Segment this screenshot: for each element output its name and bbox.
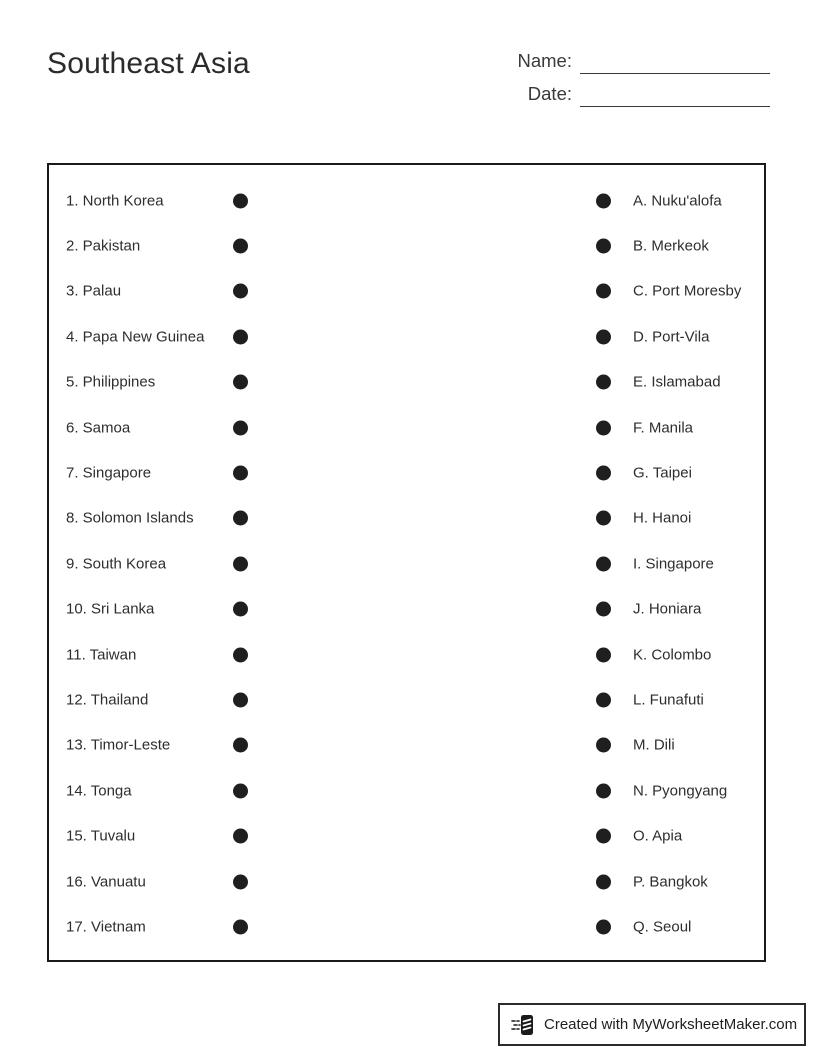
- name-label: Name:: [517, 50, 572, 71]
- right-item-label: H. Hanoi: [633, 509, 692, 527]
- left-item-label: 15. Tuvalu: [66, 827, 136, 845]
- left-item-label: 13. Timor-Leste: [66, 736, 171, 754]
- left-item-label: 10. Sri Lanka: [66, 600, 155, 618]
- match-dot-left[interactable]: [233, 284, 248, 299]
- match-dot-left[interactable]: [233, 375, 248, 390]
- match-dot-right[interactable]: [596, 193, 611, 208]
- right-item-label: M. Dili: [633, 736, 675, 754]
- right-item-label: D. Port-Vila: [633, 328, 710, 346]
- match-row: [49, 904, 764, 949]
- match-dot-left[interactable]: [233, 193, 248, 208]
- match-row: [49, 632, 764, 677]
- match-dot-left[interactable]: [233, 239, 248, 254]
- right-item-label: J. Honiara: [633, 600, 702, 618]
- left-item-label: 4. Papa New Guinea: [66, 328, 205, 346]
- match-row: [49, 813, 764, 858]
- left-item-label: 14. Tonga: [66, 782, 132, 800]
- match-row: [49, 859, 764, 904]
- match-dot-left[interactable]: [233, 647, 248, 662]
- credit-text: Created with MyWorksheetMaker.com: [544, 1016, 798, 1033]
- match-dot-right[interactable]: [596, 284, 611, 299]
- left-item-label: 3. Palau: [66, 282, 122, 300]
- left-item-label: 5. Philippines: [66, 373, 156, 391]
- left-item-label: 1. North Korea: [66, 192, 164, 210]
- match-dot-left[interactable]: [233, 738, 248, 753]
- match-row: [49, 450, 764, 495]
- right-item-label: E. Islamabad: [633, 373, 721, 391]
- match-dot-left[interactable]: [233, 783, 248, 798]
- match-dot-right[interactable]: [596, 375, 611, 390]
- right-item-label: G. Taipei: [633, 464, 692, 482]
- date-field: [528, 83, 770, 107]
- matching-rows: [49, 165, 764, 950]
- name-field: [518, 50, 771, 74]
- match-row: [49, 768, 764, 813]
- match-dot-right[interactable]: [596, 602, 611, 617]
- match-row: [49, 223, 764, 268]
- page-title: Southeast Asia: [47, 47, 250, 80]
- match-dot-right[interactable]: [596, 692, 611, 707]
- match-dot-left[interactable]: [233, 874, 248, 889]
- match-dot-right[interactable]: [596, 556, 611, 571]
- left-item-label: 7. Singapore: [66, 464, 152, 482]
- match-dot-left[interactable]: [233, 829, 248, 844]
- match-dot-right[interactable]: [596, 511, 611, 526]
- match-dot-left[interactable]: [233, 919, 248, 934]
- left-item-label: 9. South Korea: [66, 555, 167, 573]
- match-row: [49, 677, 764, 722]
- match-row: [49, 360, 764, 405]
- match-dot-right[interactable]: [596, 919, 611, 934]
- left-item-label: 6. Samoa: [66, 419, 131, 437]
- right-item-label: Q. Seoul: [633, 918, 692, 936]
- left-item-label: 16. Vanuatu: [66, 873, 146, 891]
- match-row: [49, 314, 764, 359]
- credit-box: [498, 1003, 806, 1046]
- match-dot-right[interactable]: [596, 829, 611, 844]
- match-row: [49, 723, 764, 768]
- match-dot-right[interactable]: [596, 783, 611, 798]
- match-dot-right[interactable]: [596, 647, 611, 662]
- left-item-label: 8. Solomon Islands: [66, 509, 194, 527]
- right-item-label: K. Colombo: [633, 646, 712, 664]
- match-row: [49, 496, 764, 541]
- left-item-label: 12. Thailand: [66, 691, 149, 709]
- matching-exercise-box: [47, 163, 766, 962]
- right-item-label: F. Manila: [633, 419, 694, 437]
- left-item-label: 11. Taiwan: [66, 646, 137, 664]
- match-dot-right[interactable]: [596, 466, 611, 481]
- match-dot-right[interactable]: [596, 874, 611, 889]
- match-dot-left[interactable]: [233, 511, 248, 526]
- match-row: [49, 269, 764, 314]
- match-row: [49, 178, 764, 223]
- worksheet-maker-logo-icon: [511, 1012, 537, 1038]
- match-dot-left[interactable]: [233, 692, 248, 707]
- left-item-label: 17. Vietnam: [66, 918, 146, 936]
- match-dot-right[interactable]: [596, 239, 611, 254]
- match-dot-left[interactable]: [233, 420, 248, 435]
- right-item-label: I. Singapore: [633, 555, 714, 573]
- match-row: [49, 405, 764, 450]
- match-dot-left[interactable]: [233, 602, 248, 617]
- match-dot-right[interactable]: [596, 420, 611, 435]
- date-blank-line[interactable]: [580, 86, 770, 107]
- match-dot-right[interactable]: [596, 329, 611, 344]
- right-item-label: P. Bangkok: [633, 873, 708, 891]
- right-item-label: O. Apia: [633, 827, 683, 845]
- match-row: [49, 541, 764, 586]
- match-dot-left[interactable]: [233, 556, 248, 571]
- name-blank-line[interactable]: [580, 53, 770, 74]
- name-date-block: [518, 50, 771, 116]
- match-dot-left[interactable]: [233, 329, 248, 344]
- match-dot-right[interactable]: [596, 738, 611, 753]
- match-dot-left[interactable]: [233, 466, 248, 481]
- right-item-label: C. Port Moresby: [633, 282, 742, 300]
- date-label: Date:: [527, 83, 572, 104]
- right-item-label: B. Merkeok: [633, 237, 709, 255]
- left-item-label: 2. Pakistan: [66, 237, 141, 255]
- right-item-label: L. Funafuti: [633, 691, 704, 709]
- right-item-label: A. Nuku'alofa: [633, 192, 722, 210]
- right-item-label: N. Pyongyang: [633, 782, 728, 800]
- match-row: [49, 587, 764, 632]
